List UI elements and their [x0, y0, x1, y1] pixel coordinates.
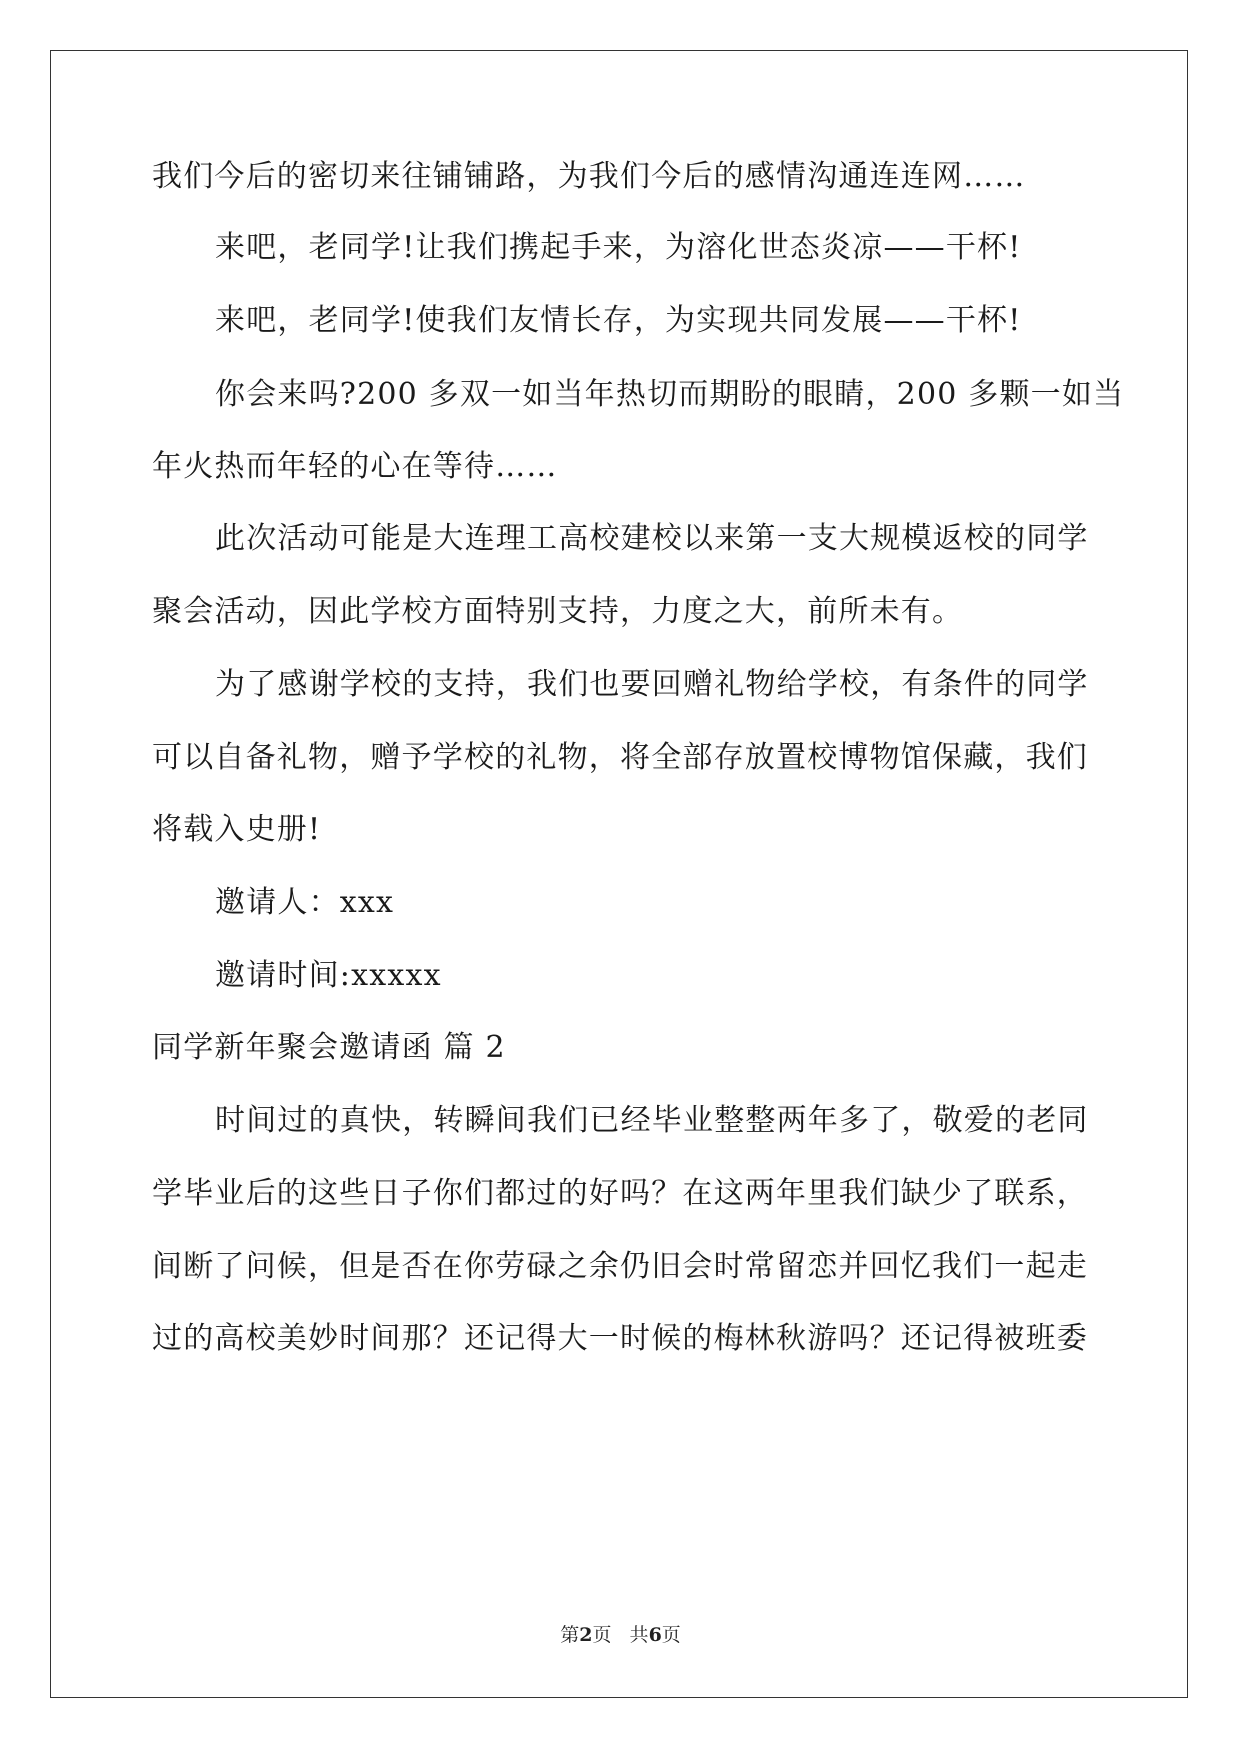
page-mid: 页 共: [592, 1624, 649, 1646]
paragraph-line: 间断了问候，但是否在你劳碌之余仍旧会时常留恋并回忆我们一起走: [152, 1249, 1088, 1284]
paragraph-line: 为了感谢学校的支持，我们也要回赠礼物给学校，有条件的同学: [215, 667, 1089, 702]
paragraph-line: 将载入史册!: [152, 812, 322, 847]
invite-time-line: 邀请时间:xxxxx: [215, 958, 442, 993]
paragraph-line: 此次活动可能是大连理工高校建校以来第一支大规模返校的同学: [215, 521, 1089, 556]
page-total: 6: [648, 1624, 662, 1646]
paragraph-line: 我们今后的密切来往铺铺路，为我们今后的感情沟通连连网……: [152, 159, 1026, 194]
paragraph-line: 可以自备礼物，赠予学校的礼物，将全部存放置校博物馆保藏，我们: [152, 740, 1088, 775]
page-current: 2: [579, 1624, 593, 1646]
paragraph-line: 你会来吗?200 多双一如当年热切而期盼的眼睛，200 多颗一如当: [215, 377, 1125, 412]
section-heading: 同学新年聚会邀请函 篇 2: [152, 1030, 506, 1065]
paragraph-line: 聚会活动，因此学校方面特别支持，力度之大，前所未有。: [152, 594, 964, 629]
page-prefix: 第: [560, 1624, 580, 1646]
page-suffix: 页: [661, 1624, 681, 1646]
inviter-line: 邀请人：xxx: [215, 885, 395, 920]
paragraph-line: 年火热而年轻的心在等待……: [152, 449, 558, 484]
paragraph-line: 来吧，老同学!使我们友情长存，为实现共同发展——干杯!: [215, 303, 1022, 338]
paragraph-line: 时间过的真快，转瞬间我们已经毕业整整两年多了，敬爱的老同: [215, 1103, 1089, 1138]
paragraph-line: 过的高校美妙时间那？还记得大一时候的梅林秋游吗？还记得被班委: [152, 1321, 1088, 1356]
page-footer: [0, 1624, 1241, 1646]
paragraph-line: 来吧，老同学!让我们携起手来，为溶化世态炎凉——干杯!: [215, 230, 1022, 265]
page-border: [50, 50, 1188, 1698]
paragraph-line: 学毕业后的这些日子你们都过的好吗？在这两年里我们缺少了联系，: [152, 1176, 1088, 1211]
